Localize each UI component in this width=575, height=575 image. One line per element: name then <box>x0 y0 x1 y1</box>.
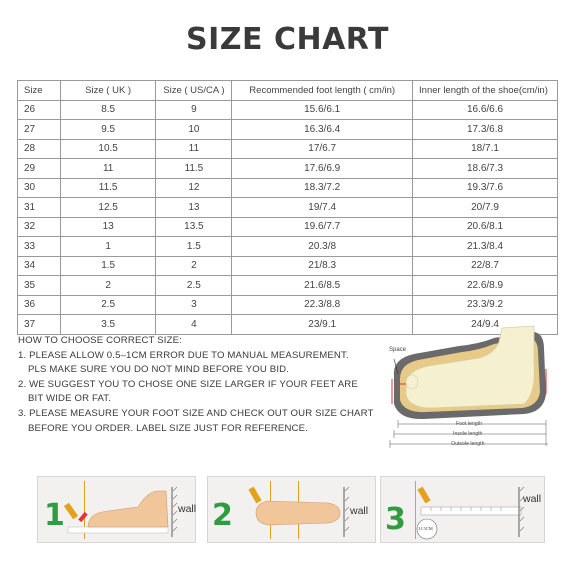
instruction-line: BEFORE YOU ORDER. LABEL SIZE JUST FOR REFERENCE. <box>28 422 308 434</box>
table-cell: 9 <box>156 100 232 120</box>
table-header-row <box>18 81 558 101</box>
table-cell: 2 <box>60 276 156 296</box>
table-cell: 33 <box>18 237 61 257</box>
table-cell: 32 <box>18 217 61 237</box>
instruction-line: PLS MAKE SURE YOU DO NOT MIND BEFORE YOU BID. <box>28 364 290 376</box>
table-cell: 3.5 <box>60 315 156 335</box>
table-cell: 15.6/6.1 <box>232 100 413 120</box>
table-cell: 30 <box>18 178 61 198</box>
table-cell: 20/7.9 <box>413 198 558 218</box>
table-cell: 16.3/6.4 <box>232 120 413 140</box>
table-cell: 13 <box>156 198 232 218</box>
table-cell: 34 <box>18 256 61 276</box>
sizing-instructions <box>18 334 378 436</box>
table-cell: 22.3/8.8 <box>232 295 413 315</box>
table-cell: 37 <box>18 315 61 335</box>
table-cell: 23/9.1 <box>232 315 413 335</box>
table-cell: 17.6/6.9 <box>232 159 413 179</box>
table-cell: 3 <box>156 295 232 315</box>
table-cell: 19/7.4 <box>232 198 413 218</box>
step-number: 2 <box>212 498 233 533</box>
table-cell: 31 <box>18 198 61 218</box>
foot-icon <box>406 326 534 408</box>
outsole-length-label: Outsole length <box>451 441 485 447</box>
table-cell: 35 <box>18 276 61 296</box>
header-foot-length: Recommended foot length ( cm/in) <box>232 81 413 101</box>
table-cell: 1.5 <box>156 237 232 257</box>
table-row <box>18 159 558 179</box>
table-cell: 23.3/9.2 <box>413 295 558 315</box>
table-cell: 20.3/8 <box>232 237 413 257</box>
table-row <box>18 256 558 276</box>
table-row <box>18 217 558 237</box>
table-cell: 29 <box>18 159 61 179</box>
table-row <box>18 295 558 315</box>
table-cell: 16.6/6.6 <box>413 100 558 120</box>
table-cell: 21/8.3 <box>232 256 413 276</box>
table-cell: 4 <box>156 315 232 335</box>
table-cell: 18.3/7.2 <box>232 178 413 198</box>
table-row <box>18 139 558 159</box>
step-number: 1 <box>44 498 65 533</box>
instructions-heading: HOW TO CHOOSE CORRECT SIZE: <box>18 335 182 346</box>
instruction-line: 3. PLEASE MEASURE YOUR FOOT SIZE AND CHECK OUT OUR SIZE CHART <box>18 407 374 419</box>
instruction-line: 1. PLEASE ALLOW 0.5–1CM ERROR DUE TO MANUAL MEASUREMENT. <box>18 349 349 361</box>
table-cell: 27 <box>18 120 61 140</box>
table-cell: 10 <box>156 120 232 140</box>
table-cell: 10.5 <box>60 139 156 159</box>
table-cell: 19.6/7.7 <box>232 217 413 237</box>
size-chart-table <box>17 80 558 335</box>
table-row <box>18 178 558 198</box>
table-cell: 17.3/6.8 <box>413 120 558 140</box>
table-cell: 36 <box>18 295 61 315</box>
table-row <box>18 100 558 120</box>
table-cell: 11.5 <box>156 159 232 179</box>
table-cell: 11 <box>156 139 232 159</box>
table-cell: 2 <box>156 256 232 276</box>
table-cell: 18.6/7.3 <box>413 159 558 179</box>
instruction-line: BIT WIDE OR FAT. <box>28 393 112 405</box>
instruction-line: 2. WE SUGGEST YOU TO CHOSE ONE SIZE LARGER IF YOUR FEET ARE <box>18 378 358 390</box>
header-size-us-ca: Size ( US/CA ) <box>156 81 232 101</box>
table-cell: 11 <box>60 159 156 179</box>
table-cell: 9.5 <box>60 120 156 140</box>
table-cell: 13.5 <box>156 217 232 237</box>
table-cell: 22/8.7 <box>413 256 558 276</box>
table-cell: 12.5 <box>60 198 156 218</box>
table-cell: 1 <box>60 237 156 257</box>
table-cell: 20.6/8.1 <box>413 217 558 237</box>
table-row <box>18 120 558 140</box>
table-cell: 12 <box>156 178 232 198</box>
table-cell: 26 <box>18 100 61 120</box>
table-row <box>18 276 558 296</box>
measure-step-1-panel <box>37 476 196 543</box>
measure-step-2-panel <box>207 476 376 543</box>
table-cell: 24/9.4 <box>413 315 558 335</box>
table-cell: 2.5 <box>60 295 156 315</box>
table-cell: 11.5 <box>60 178 156 198</box>
table-cell: 8.5 <box>60 100 156 120</box>
step-number: 3 <box>385 502 406 537</box>
table-cell: 19.3/7.6 <box>413 178 558 198</box>
table-row <box>18 237 558 257</box>
space-label: Space <box>389 347 407 353</box>
table-cell: 18/7.1 <box>413 139 558 159</box>
table-cell: 17/6.7 <box>232 139 413 159</box>
table-cell: 2.5 <box>156 276 232 296</box>
foot-on-paper-icon <box>38 477 197 544</box>
table-row <box>18 198 558 218</box>
wall-label: wall <box>350 505 369 517</box>
measure-step-3-panel <box>380 476 545 543</box>
table-cell: 21.6/8.5 <box>232 276 413 296</box>
table-cell: 13 <box>60 217 156 237</box>
header-inner-length: Inner length of the shoe(cm/in) <box>413 81 558 101</box>
table-cell: 28 <box>18 139 61 159</box>
table-cell: 21.3/8.4 <box>413 237 558 257</box>
foot-length-label: Foot length <box>456 421 482 427</box>
wall-label: wall <box>178 503 197 515</box>
insole-length-label: Insole length <box>453 431 483 437</box>
header-size-uk: Size ( UK ) <box>60 81 156 101</box>
page-title: SIZE CHART <box>185 22 390 57</box>
table-cell: 1.5 <box>60 256 156 276</box>
header-size: Size <box>18 81 61 101</box>
table-cell: 22.6/8.9 <box>413 276 558 296</box>
ruler-reading-label: 11.5CM <box>418 526 433 531</box>
wall-label: wall <box>523 493 542 505</box>
ruler-measure-icon <box>381 477 546 544</box>
